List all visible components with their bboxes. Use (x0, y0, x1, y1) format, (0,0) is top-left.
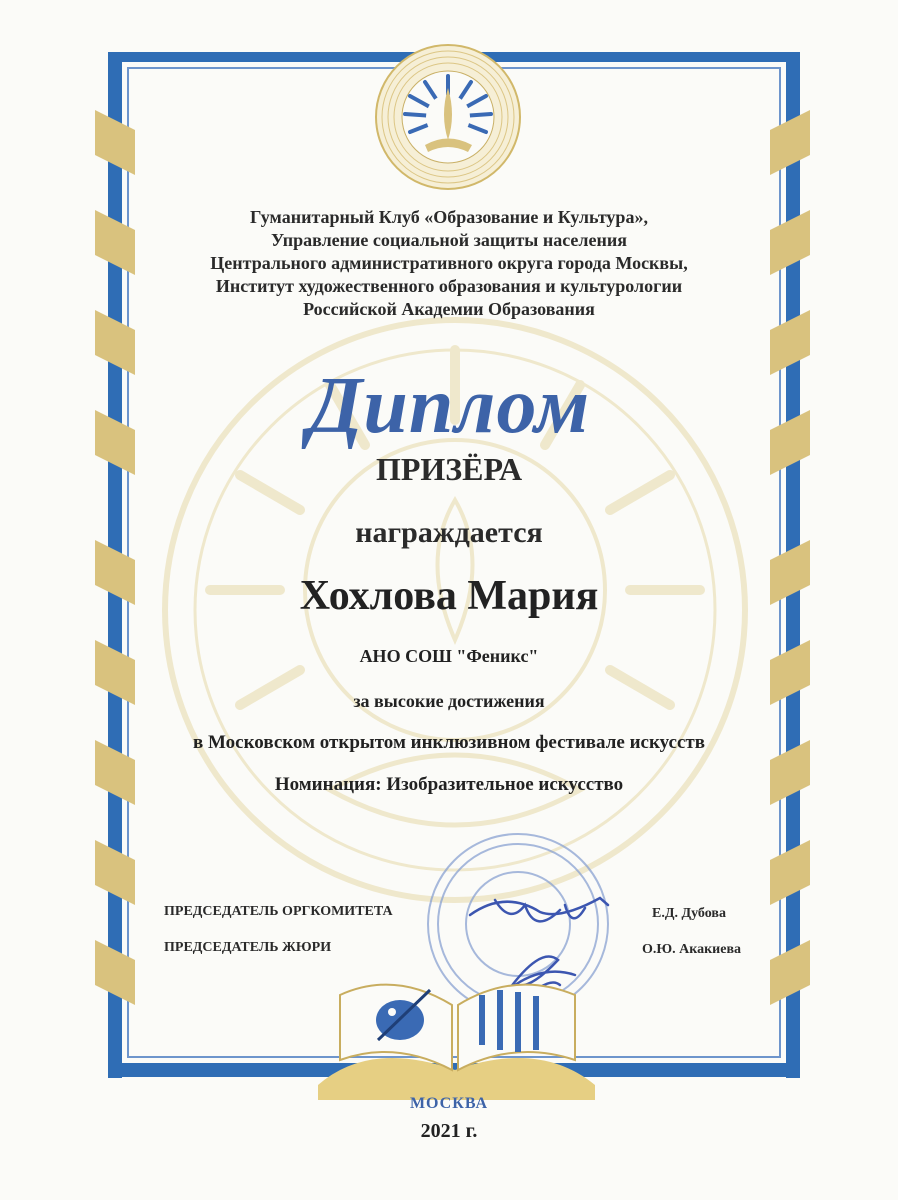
organizations-block (0, 206, 898, 321)
organization-line: Управление социальной защиты населения (270, 230, 627, 250)
signature-role-organizing-committee: ПРЕДСЕДАТЕЛЬ ОРГКОМИТЕТА (164, 904, 393, 919)
nomination-text: Номинация: Изобразительное искусство (274, 774, 624, 795)
organization-line: Институт художественного образования и культурологии (215, 276, 683, 296)
awarded-text: награждается (355, 516, 543, 549)
recipient-name: Хохлова Мария (299, 573, 599, 619)
city-text: МОСКВА (409, 1095, 489, 1112)
year-text: 2021 г. (420, 1120, 478, 1142)
organization-line: Центрального административного округа города Москвы, (210, 253, 688, 273)
school-name: АНО СОШ "Феникс" (359, 646, 539, 666)
achievement-text: за высокие достижения (353, 691, 545, 711)
open-book-palette-icon (318, 985, 595, 1100)
festival-text: в Московском открытом инклюзивном фестивале искусств (192, 732, 706, 753)
laurel-scroll-emblem-icon (376, 45, 520, 189)
organization-line: Гуманитарный Клуб «Образование и Культура», (250, 207, 648, 227)
signature-name-organizing-committee: Е.Д. Дубова (652, 906, 726, 921)
signature-role-jury: ПРЕДСЕДАТЕЛЬ ЖЮРИ (164, 940, 332, 955)
organization-line: Российской Академии Образования (303, 299, 595, 319)
diploma-subtitle: ПРИЗЁРА (375, 451, 523, 487)
signature-name-jury: О.Ю. Акакиева (642, 942, 742, 957)
diploma-title: Диплом (307, 362, 591, 450)
